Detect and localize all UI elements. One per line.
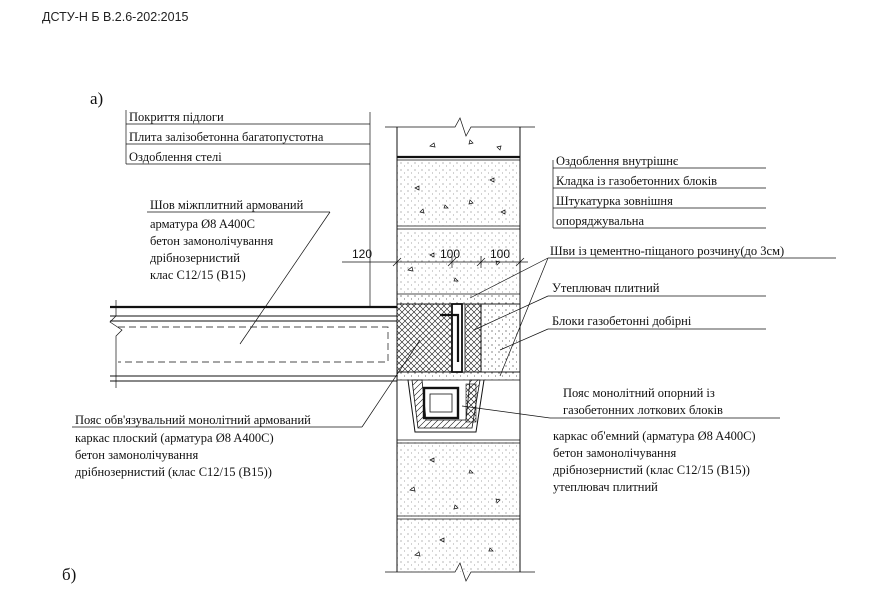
tie-belt-title: Пояс обв'язувальний монолітний армований: [75, 413, 311, 427]
document-code: ДСТУ-Н Б В.2.6-202:2015: [42, 10, 189, 24]
support-belt-line-2: бетон замонолічування: [553, 446, 677, 460]
tie-belt-line-2: бетон замонолічування: [75, 448, 199, 462]
seam-line-4: клас С12/15 (В15): [150, 268, 246, 282]
extra-blocks-label: Блоки газобетонні добірні: [552, 314, 692, 328]
floor-layer-2: Плита залізобетонна багатопустотна: [129, 130, 324, 144]
support-belt-title-1: Пояс монолітний опорний із: [563, 386, 715, 400]
wall-layer-1: Оздоблення внутрішнє: [556, 154, 679, 168]
support-belt-line-4: утеплювач плитний: [553, 480, 658, 494]
seam-line-2: бетон замонолічування: [150, 234, 274, 248]
support-belt-line-3: дрібнозернистий (клас С12/15 (В15)): [553, 463, 750, 477]
seam-line-1: арматура Ø8 A400C: [150, 217, 255, 231]
seam-title: Шов міжплитний армований: [150, 198, 304, 212]
wall-layer-2: Кладка із газобетонних блоків: [556, 174, 718, 188]
figure-label-b: б): [62, 565, 77, 584]
wall: [385, 118, 535, 581]
support-belt-title-2: газобетонних лоткових блоків: [563, 403, 723, 417]
dimension-100-a: 100: [440, 247, 461, 261]
floor-layer-3: Оздоблення стелі: [129, 150, 222, 164]
tie-belt-line-1: каркас плоский (арматура Ø8 A400C): [75, 431, 274, 445]
floor-slab: [110, 300, 397, 388]
dimension-120: 120: [352, 247, 373, 261]
support-belt-line-1: каркас об'емний (арматура Ø8 A400C): [553, 429, 756, 443]
floor-layer-1: Покриття підлоги: [129, 110, 224, 124]
seam-line-3: дрібнозернистий: [150, 251, 240, 265]
tie-belt-line-3: дрібнозернистий (клас С12/15 (В15)): [75, 465, 272, 479]
wall-layer-3: Штукатурка зовнішня: [556, 194, 673, 208]
mortar-joints-label: Шви із цементно-піщаного розчину(до 3см): [550, 244, 785, 258]
insulation-label: Утеплювач плитний: [552, 281, 660, 295]
figure-label-a: а): [90, 89, 104, 108]
dimension-100-b: 100: [490, 247, 511, 261]
wall-layer-4: опоряджувальна: [556, 214, 645, 228]
